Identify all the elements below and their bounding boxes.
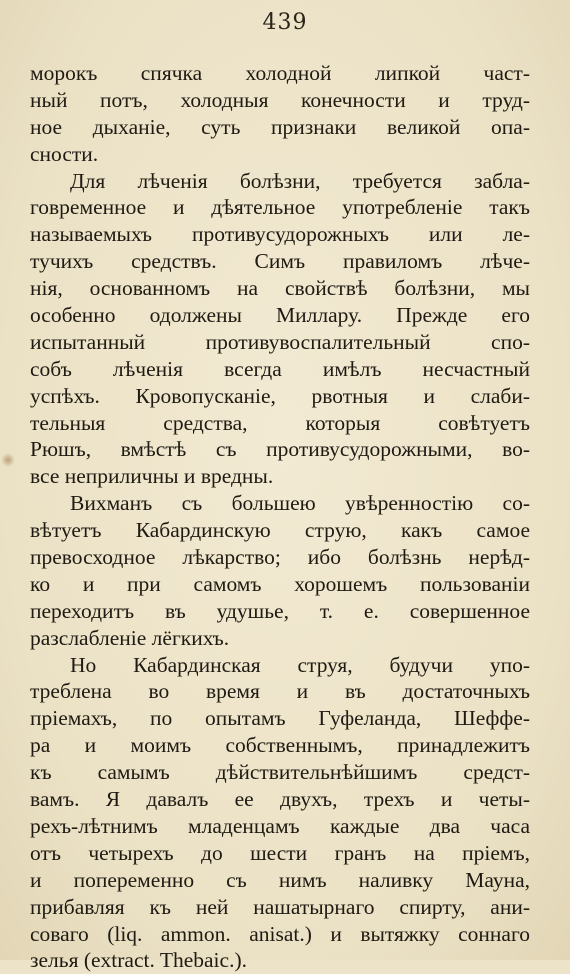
text-line: ный потъ, холодныя конечности и труд- <box>30 87 530 112</box>
text-line: превосходное лѣкарство; ибо болѣзнь нерѣд- <box>30 545 530 570</box>
text-line: нія, основанномъ на свойствѣ болѣзни, мы <box>30 276 530 301</box>
text-line: тучихъ средствъ. Симъ правиломъ лѣче- <box>30 249 530 274</box>
text-line: разслабленіе лёгкихъ. <box>30 625 230 650</box>
text-line: Рюшъ, вмѣстѣ съ противусудорожными, во- <box>30 437 530 462</box>
text-line: сности. <box>30 141 99 166</box>
text-line: пріемахъ, по опытамъ Гуфеланда, Шеффе- <box>30 706 530 731</box>
text-line: и попеременно съ нимъ наливку Мауна, <box>30 867 530 892</box>
text-line: треблена во время и въ достаточныхъ <box>30 679 530 704</box>
text-line: вамъ. Я давалъ ее двухъ, трехъ и четы- <box>30 787 530 812</box>
text-line: особенно одолжены Миллару. Прежде его <box>30 303 530 328</box>
ink-stain <box>2 452 14 468</box>
text-line: тельныя средства, которыя совѣтуетъ <box>30 410 530 435</box>
text-line: переходитъ въ удушье, т. е. совершенное <box>30 598 530 623</box>
text-line: ра и моимъ собственнымъ, принадлежитъ <box>30 733 530 758</box>
text-line: называемыхъ противусудорожныхъ или ле- <box>30 222 530 247</box>
text-line: говременное и дѣятельное употребленіе такъ <box>30 195 530 220</box>
text-line: отъ четырехъ до шести гранъ на пріемъ, <box>30 840 530 865</box>
text-line: морокъ спячка холодной липкой част- <box>30 61 530 85</box>
paragraph <box>30 168 530 491</box>
text-line: Но Кабардинская струя, будучи упо- <box>70 652 530 677</box>
paragraph <box>30 60 530 168</box>
text-line: прибавляя къ ней нашатырнаго спирту, ани- <box>30 894 530 919</box>
text-line: вѣтуетъ Кабардинскую струю, какъ самое <box>30 518 530 543</box>
text-line: зелья (extract. Thebaic.). <box>30 948 247 973</box>
text-line: рехъ-лѣтнимъ младенцамъ каждые два часа <box>30 813 530 838</box>
body-text <box>30 60 530 974</box>
text-line: Для лѣченія болѣзни, требуется забла- <box>70 168 530 193</box>
text-line: собъ лѣченія всегда имѣлъ несчастный <box>30 356 530 381</box>
text-line: все неприличны и вредны. <box>30 464 274 489</box>
text-line: ко и при самомъ хорошемъ пользованіи <box>30 571 530 596</box>
text-line: Вихманъ съ большею увѣренностію со- <box>70 491 530 516</box>
paragraph <box>30 490 530 651</box>
text-line: ное дыханіе, суть признаки великой опа- <box>30 114 530 139</box>
page-number: 439 <box>262 10 308 35</box>
text-line: испытанный противувоспалительный спо- <box>30 329 530 354</box>
text-line: успѣхъ. Кровопусканіе, рвотныя и слаби- <box>30 383 530 408</box>
text-line: къ самымъ дѣйствительнѣйшимъ средст- <box>30 760 530 785</box>
paragraph <box>30 652 530 974</box>
text-line: соваго (liq. ammon. anisat.) и вытяжку соннаго <box>30 921 530 946</box>
